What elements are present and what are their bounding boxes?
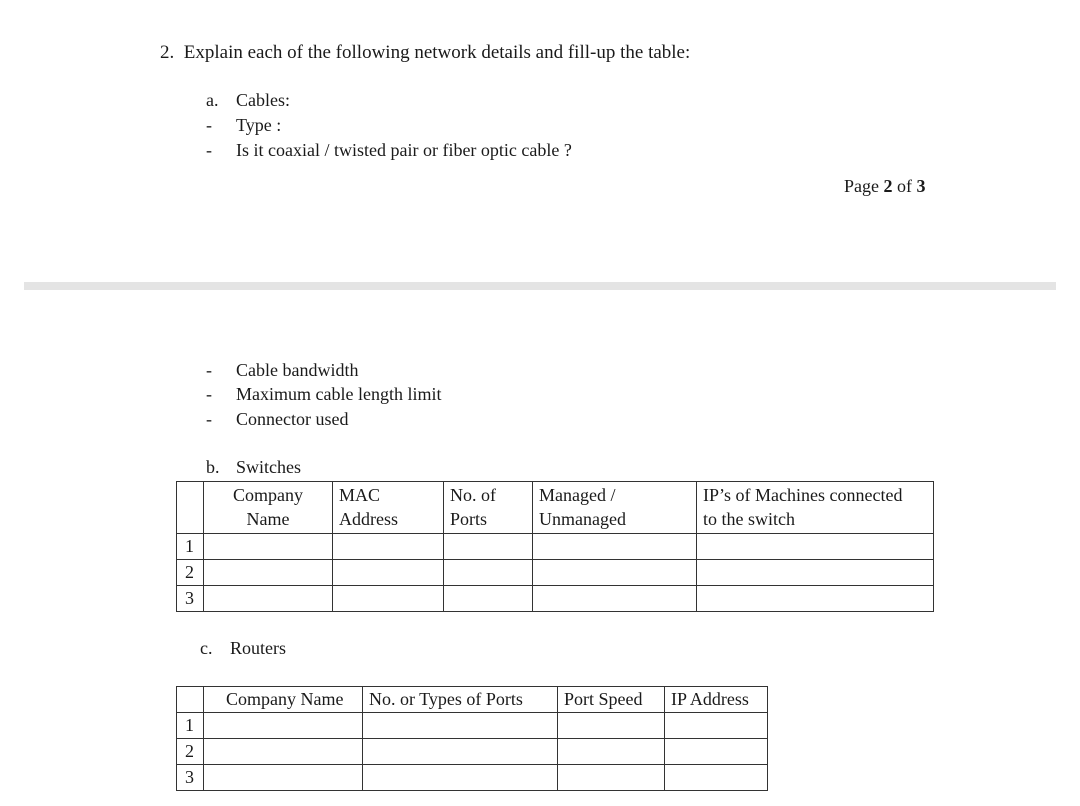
section-b-title: Switches bbox=[236, 457, 301, 477]
row-index: 1 bbox=[177, 713, 204, 739]
table-cell[interactable] bbox=[665, 713, 768, 739]
table-cell[interactable] bbox=[665, 765, 768, 791]
page-number: Page 2 of 3 bbox=[844, 176, 926, 196]
table-cell[interactable] bbox=[204, 586, 333, 612]
bullet-dash: - bbox=[206, 115, 212, 135]
table-cell[interactable] bbox=[533, 560, 697, 586]
section-c-title: Routers bbox=[230, 638, 286, 658]
table-cell[interactable] bbox=[444, 560, 533, 586]
table-cell[interactable] bbox=[333, 560, 444, 586]
bullet-cable-type: Type : bbox=[236, 115, 282, 135]
table-header-row bbox=[177, 482, 934, 534]
table-cell[interactable] bbox=[204, 765, 363, 791]
table-cell[interactable] bbox=[665, 739, 768, 765]
routers-table bbox=[176, 686, 768, 791]
header-port-speed: Port Speed bbox=[558, 687, 665, 713]
table-row bbox=[177, 560, 934, 586]
section-c-marker: c. bbox=[200, 638, 213, 658]
index-header-cell bbox=[177, 482, 204, 534]
table-cell[interactable] bbox=[363, 739, 558, 765]
table-cell[interactable] bbox=[558, 739, 665, 765]
table-row bbox=[177, 586, 934, 612]
bullet-cable-bandwidth: Cable bandwidth bbox=[236, 360, 359, 380]
table-cell[interactable] bbox=[333, 534, 444, 560]
table-row bbox=[177, 713, 768, 739]
header-no-of-ports: No. of Ports bbox=[444, 482, 533, 534]
switches-table bbox=[176, 481, 934, 612]
question-text: Explain each of the following network details and fill-up the table: bbox=[183, 42, 691, 63]
header-company-name: Company Name bbox=[204, 482, 333, 534]
bullet-max-length: Maximum cable length limit bbox=[236, 384, 442, 404]
row-index: 2 bbox=[177, 560, 204, 586]
table-cell[interactable] bbox=[204, 713, 363, 739]
table-cell[interactable] bbox=[697, 586, 934, 612]
section-a-marker: a. bbox=[206, 90, 219, 110]
table-cell[interactable] bbox=[363, 765, 558, 791]
table-cell[interactable] bbox=[333, 586, 444, 612]
table-cell[interactable] bbox=[697, 534, 934, 560]
table-row bbox=[177, 534, 934, 560]
header-ip-address: IP Address bbox=[665, 687, 768, 713]
row-index: 1 bbox=[177, 534, 204, 560]
header-managed: Managed / Unmanaged bbox=[533, 482, 697, 534]
header-ports: No. or Types of Ports bbox=[363, 687, 558, 713]
table-row bbox=[177, 765, 768, 791]
question-number: 2. bbox=[160, 42, 175, 63]
table-cell[interactable] bbox=[558, 765, 665, 791]
table-cell[interactable] bbox=[363, 713, 558, 739]
header-mac-address: MAC Address bbox=[333, 482, 444, 534]
table-header-row bbox=[177, 687, 768, 713]
table-cell[interactable] bbox=[533, 534, 697, 560]
table-cell[interactable] bbox=[204, 739, 363, 765]
table-cell[interactable] bbox=[558, 713, 665, 739]
table-cell[interactable] bbox=[444, 534, 533, 560]
bullet-dash: - bbox=[206, 360, 212, 380]
bullet-dash: - bbox=[206, 384, 212, 404]
table-cell[interactable] bbox=[204, 534, 333, 560]
section-b-marker: b. bbox=[206, 457, 220, 477]
page-current: 2 bbox=[883, 176, 893, 196]
index-header-cell bbox=[177, 687, 204, 713]
section-a-title: Cables: bbox=[236, 90, 290, 110]
bullet-cable-kind: Is it coaxial / twisted pair or fiber optic cable ? bbox=[236, 140, 572, 160]
bullet-connector: Connector used bbox=[236, 409, 349, 429]
row-index: 3 bbox=[177, 586, 204, 612]
question-heading bbox=[160, 42, 690, 64]
bullet-dash: - bbox=[206, 409, 212, 429]
page-total: 3 bbox=[916, 176, 926, 196]
row-index: 3 bbox=[177, 765, 204, 791]
table-cell[interactable] bbox=[444, 586, 533, 612]
table-cell[interactable] bbox=[533, 586, 697, 612]
row-index: 2 bbox=[177, 739, 204, 765]
table-cell[interactable] bbox=[204, 560, 333, 586]
table-cell[interactable] bbox=[697, 560, 934, 586]
table-row bbox=[177, 739, 768, 765]
header-company-name: Company Name bbox=[204, 687, 363, 713]
bullet-dash: - bbox=[206, 140, 212, 160]
header-ips-connected: IP’s of Machines connected to the switch bbox=[697, 482, 934, 534]
page-break-divider bbox=[24, 282, 1056, 290]
